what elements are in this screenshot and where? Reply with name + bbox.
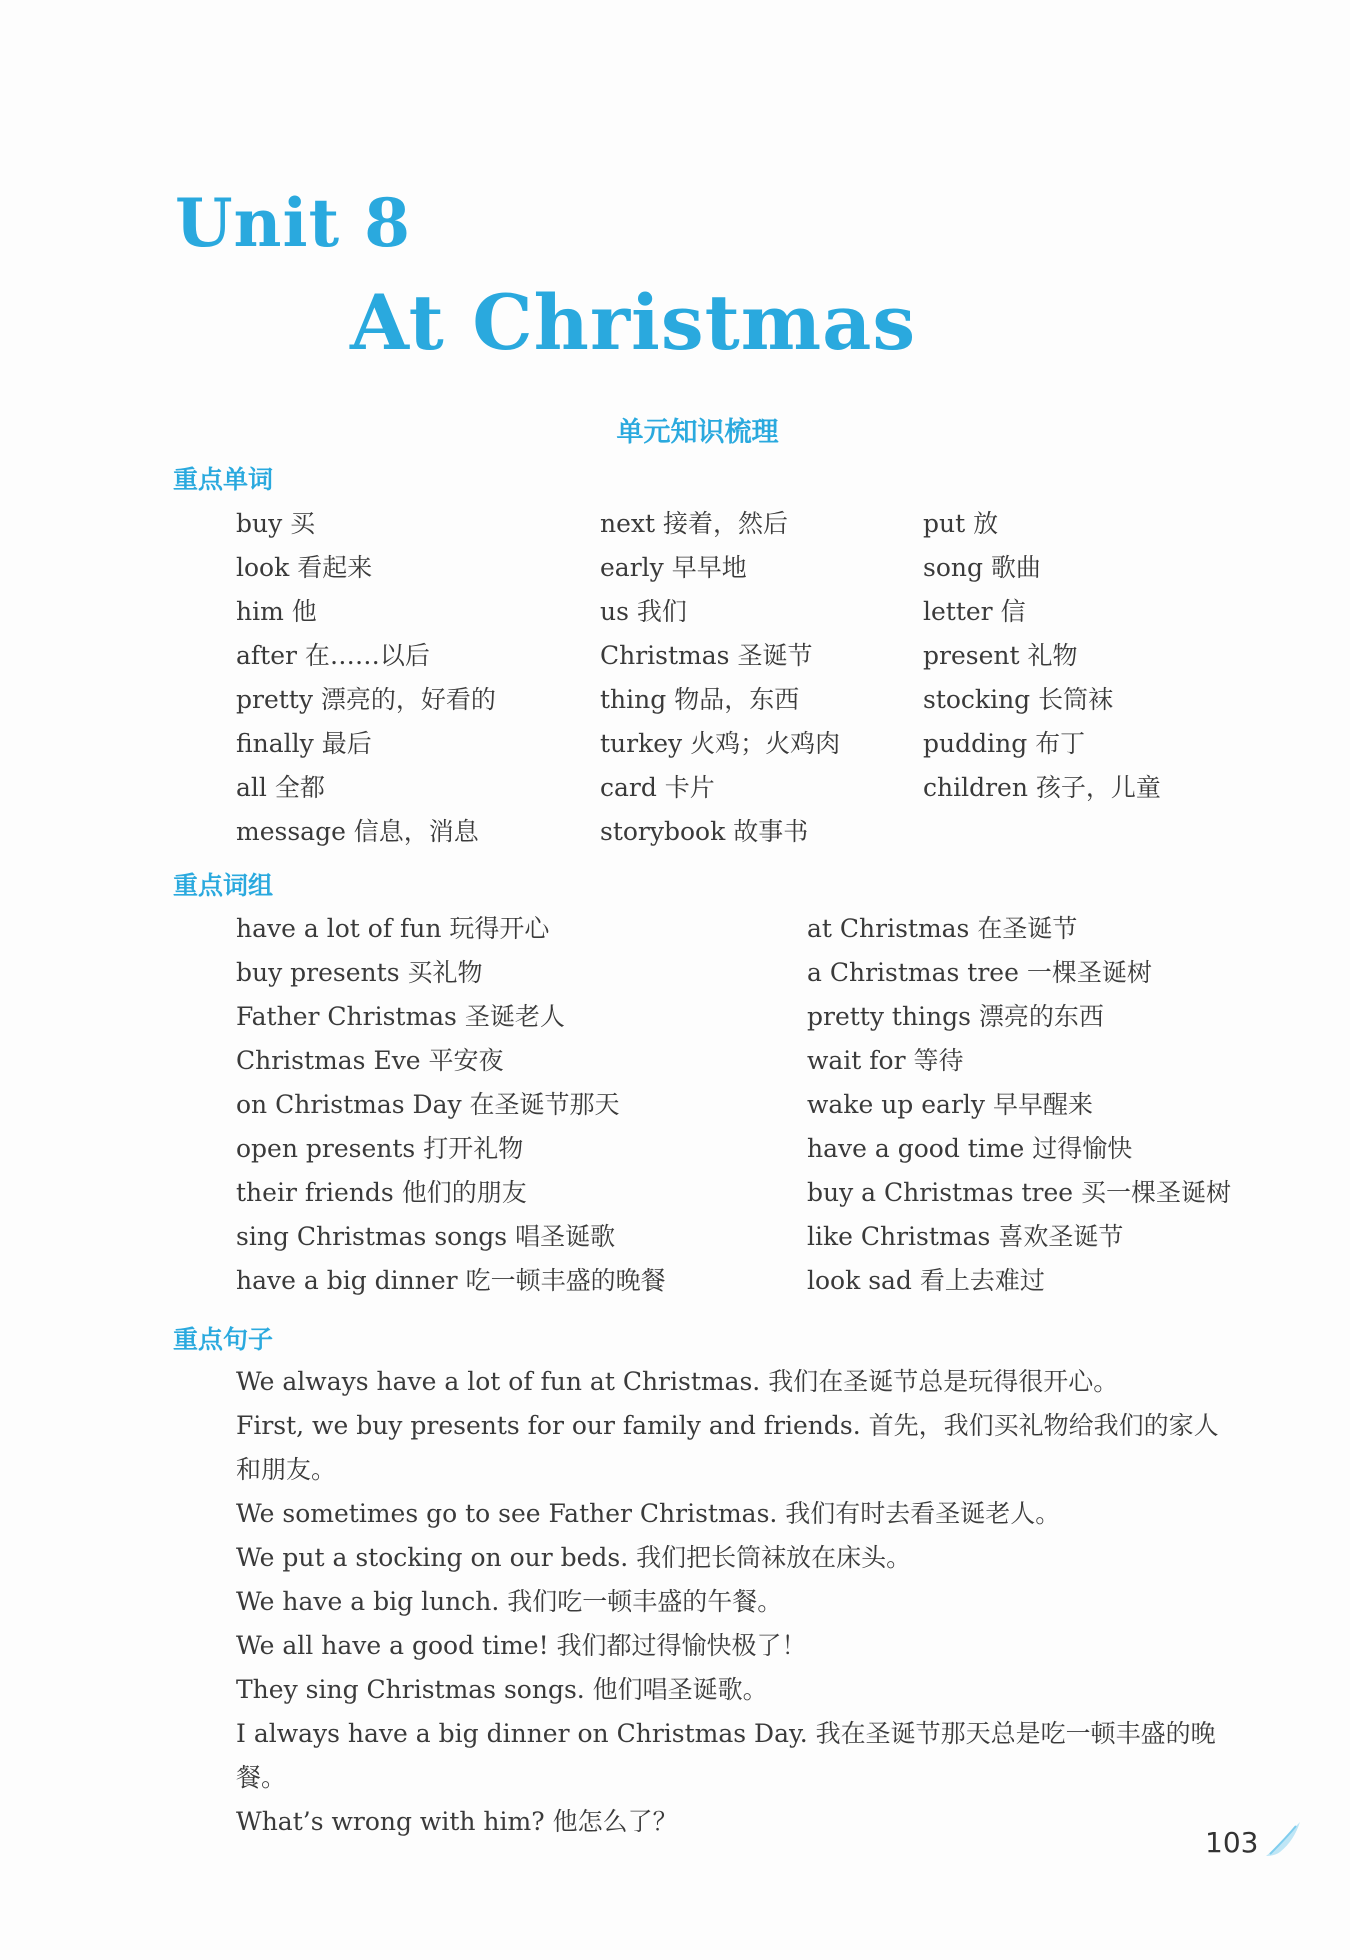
sentence-item: We always have a lot of fun at Christmas. 我们在圣诞节总是玩得很开心。 bbox=[236, 1367, 1119, 1396]
words-column-1 bbox=[236, 502, 496, 854]
phrase-item: have a big dinner 吃一顿丰盛的晚餐 bbox=[236, 1266, 666, 1295]
word-item: pretty 漂亮的，好看的 bbox=[236, 685, 496, 714]
word-item: storybook 故事书 bbox=[600, 817, 809, 846]
phrase-item: buy a Christmas tree 买一棵圣诞树 bbox=[807, 1178, 1231, 1207]
phrase-item: like Christmas 喜欢圣诞节 bbox=[807, 1222, 1124, 1251]
word-item: buy 买 bbox=[236, 509, 316, 538]
word-item: him 他 bbox=[236, 597, 317, 626]
phrase-item: at Christmas 在圣诞节 bbox=[807, 914, 1078, 943]
page-number: 103 bbox=[1205, 1826, 1259, 1859]
words-column-2 bbox=[600, 502, 840, 854]
words-heading: 重点单词 bbox=[173, 465, 274, 494]
word-item: finally 最后 bbox=[236, 729, 372, 758]
phrase-item: open presents 打开礼物 bbox=[236, 1134, 524, 1163]
phrase-item: pretty things 漂亮的东西 bbox=[807, 1002, 1104, 1031]
word-item: message 信息，消息 bbox=[236, 817, 479, 846]
word-item: letter 信 bbox=[923, 597, 1026, 626]
sentence-item: We put a stocking on our beds. 我们把长筒袜放在床头。 bbox=[236, 1543, 912, 1572]
phrase-item: have a good time 过得愉快 bbox=[807, 1134, 1133, 1163]
word-item: stocking 长筒袜 bbox=[923, 685, 1114, 714]
phrase-item: Christmas Eve 平安夜 bbox=[236, 1046, 504, 1075]
word-item: card 卡片 bbox=[600, 773, 715, 802]
phrase-item: sing Christmas songs 唱圣诞歌 bbox=[236, 1222, 616, 1251]
word-item: song 歌曲 bbox=[923, 553, 1041, 582]
word-item: put 放 bbox=[923, 509, 999, 538]
word-item: us 我们 bbox=[600, 597, 687, 626]
phrase-item: their friends 他们的朋友 bbox=[236, 1178, 527, 1207]
sentence-item: We all have a good time! 我们都过得愉快极了！ bbox=[236, 1631, 807, 1660]
sentence-item: First, we buy presents for our family and friends. 首先，我们买礼物给我们的家人和朋友。 bbox=[236, 1411, 1219, 1484]
word-item: look 看起来 bbox=[236, 553, 373, 582]
word-item: present 礼物 bbox=[923, 641, 1078, 670]
words-column-3 bbox=[923, 502, 1161, 810]
word-item: next 接着，然后 bbox=[600, 509, 788, 538]
feather-icon bbox=[1262, 1818, 1304, 1860]
sentence-item: We have a big lunch. 我们吃一顿丰盛的午餐。 bbox=[236, 1587, 783, 1616]
sentence-item: We sometimes go to see Father Christmas. 我们有时去看圣诞老人。 bbox=[236, 1499, 1061, 1528]
phrase-item: look sad 看上去难过 bbox=[807, 1266, 1045, 1295]
phrase-item: Father Christmas 圣诞老人 bbox=[236, 1002, 565, 1031]
word-item: turkey 火鸡；火鸡肉 bbox=[600, 729, 841, 758]
sentence-item: What’s wrong with him? 他怎么了？ bbox=[236, 1807, 678, 1836]
phrases-heading: 重点词组 bbox=[173, 871, 274, 900]
word-item: pudding 布丁 bbox=[923, 729, 1086, 758]
sentences-list bbox=[236, 1360, 1236, 1844]
phrase-item: have a lot of fun 玩得开心 bbox=[236, 914, 550, 943]
sentence-item: I always have a big dinner on Christmas Day. 我在圣诞节那天总是吃一顿丰盛的晚餐。 bbox=[236, 1719, 1216, 1792]
phrases-column-2 bbox=[807, 907, 1231, 1303]
word-item: Christmas 圣诞节 bbox=[600, 641, 813, 670]
phrase-item: wake up early 早早醒来 bbox=[807, 1090, 1093, 1119]
sentence-item: They sing Christmas songs. 他们唱圣诞歌。 bbox=[236, 1675, 768, 1704]
phrases-column-1 bbox=[236, 907, 666, 1303]
word-item: children 孩子，儿童 bbox=[923, 773, 1161, 802]
sentences-heading: 重点句子 bbox=[173, 1325, 274, 1354]
unit-number: Unit 8 bbox=[175, 184, 412, 262]
overview-heading: 单元知识梳理 bbox=[616, 417, 779, 448]
unit-title: At Christmas bbox=[350, 278, 917, 367]
word-item: all 全都 bbox=[236, 773, 325, 802]
phrase-item: wait for 等待 bbox=[807, 1046, 964, 1075]
word-item: thing 物品，东西 bbox=[600, 685, 800, 714]
word-item: after 在……以后 bbox=[236, 641, 430, 670]
phrase-item: buy presents 买礼物 bbox=[236, 958, 483, 987]
phrase-item: a Christmas tree 一棵圣诞树 bbox=[807, 958, 1152, 987]
word-item: early 早早地 bbox=[600, 553, 747, 582]
phrase-item: on Christmas Day 在圣诞节那天 bbox=[236, 1090, 620, 1119]
